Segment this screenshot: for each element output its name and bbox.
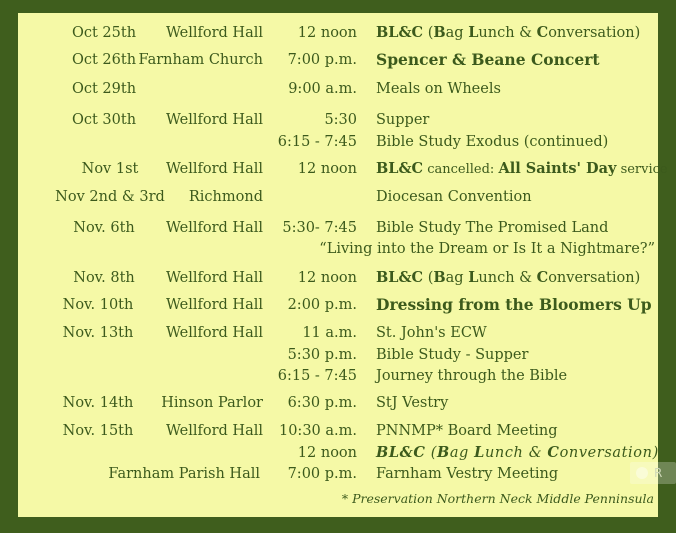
- event-date: Nov. 15th: [62, 423, 134, 439]
- text: (: [425, 445, 437, 461]
- event-date: Nov. 6th: [73, 220, 135, 236]
- event-time: 12 noon: [297, 445, 357, 461]
- event-location: Hinson Parlor: [161, 395, 263, 411]
- event-location: Wellford Hall: [165, 25, 263, 41]
- initial: C: [536, 269, 549, 286]
- text: unch &: [478, 270, 537, 286]
- event-date: Oct 25th: [71, 25, 137, 41]
- event-title: [376, 160, 668, 179]
- text: ): [652, 445, 659, 461]
- circle-icon: [636, 467, 648, 479]
- event-time: 6:15 - 7:45: [277, 134, 357, 150]
- event-location: Farnham Parish Hall: [108, 466, 260, 482]
- text: cancelled:: [423, 162, 499, 177]
- event-time: 12 noon: [297, 270, 357, 286]
- event-title: Journey through the Bible: [376, 368, 568, 384]
- event-date: Nov 1st: [81, 161, 139, 177]
- text: unch &: [478, 25, 537, 41]
- event-title: Meals on Wheels: [376, 81, 501, 97]
- event-title: Bible Study - Supper: [376, 347, 529, 363]
- event-title: StJ Vestry: [376, 395, 449, 411]
- text: (: [423, 25, 434, 41]
- faded-button[interactable]: [630, 462, 676, 484]
- event-location: Farnham Church: [138, 52, 263, 68]
- event-title: [376, 444, 659, 462]
- initial: L: [468, 269, 479, 286]
- text: (: [423, 270, 434, 286]
- event-title: Dressing from the Bloomers Up: [376, 295, 652, 314]
- text: onversation: [559, 445, 653, 461]
- event-time: 5:30 p.m.: [287, 347, 357, 363]
- event-title: Diocesan Convention: [376, 189, 532, 205]
- event-date: Oct 29th: [71, 81, 137, 97]
- event-date: Nov. 10th: [62, 297, 134, 313]
- event-time: 9:00 a.m.: [288, 81, 357, 97]
- initial: L: [474, 444, 485, 461]
- event-date: Oct 30th: [71, 112, 137, 128]
- event-time: 12 noon: [297, 25, 357, 41]
- event-title: Spencer & Beane Concert: [376, 50, 600, 69]
- event-date: Nov. 14th: [62, 395, 134, 411]
- event-time: 6:30 p.m.: [287, 395, 357, 411]
- event-time: 11 a.m.: [302, 325, 357, 341]
- text: onversation: [548, 270, 635, 286]
- holiday: All Saints' Day: [498, 160, 617, 177]
- event-title: Bible Study Exodus (continued): [376, 134, 609, 150]
- initial: C: [547, 444, 560, 461]
- text: ag: [445, 25, 469, 41]
- footnote: * Preservation Northern Neck Middle Penninsula: [341, 491, 654, 506]
- bl-abbr: BL&C: [376, 444, 426, 461]
- event-date: Nov. 8th: [73, 270, 135, 286]
- event-title: [376, 269, 640, 287]
- event-location: Wellford Hall: [165, 220, 263, 236]
- bl-abbr: BL&C: [376, 160, 424, 177]
- event-location: Wellford Hall: [165, 161, 263, 177]
- event-title: Farnham Vestry Meeting: [376, 466, 559, 482]
- event-title: St. John's ECW: [376, 325, 487, 341]
- event-date: Oct 26th: [71, 52, 137, 68]
- event-title: PNNMP* Board Meeting: [376, 423, 558, 439]
- event-title: [376, 24, 640, 42]
- event-date: Nov 2nd & 3rd: [55, 189, 165, 205]
- text: ag: [449, 445, 475, 461]
- event-time: 12 noon: [297, 161, 357, 177]
- faded-button-label: R: [654, 466, 663, 480]
- text: ): [634, 270, 641, 286]
- bl-abbr: BL&C: [376, 269, 424, 286]
- text: onversation: [548, 25, 635, 41]
- bl-abbr: BL&C: [376, 24, 424, 41]
- event-time: 2:00 p.m.: [287, 297, 357, 313]
- text: service: [616, 162, 668, 177]
- initial: L: [468, 24, 479, 41]
- event-location: Wellford Hall: [165, 297, 263, 313]
- event-location: Wellford Hall: [165, 423, 263, 439]
- event-location: Wellford Hall: [165, 112, 263, 128]
- event-time: 7:00 p.m.: [287, 466, 357, 482]
- event-location: Richmond: [188, 189, 263, 205]
- event-location: Wellford Hall: [165, 270, 263, 286]
- event-time: 6:15 - 7:45: [277, 368, 357, 384]
- initial: B: [433, 24, 446, 41]
- event-time: 5:30: [324, 112, 357, 128]
- event-title: Bible Study The Promised Land: [376, 220, 609, 236]
- event-time: 7:00 p.m.: [287, 52, 357, 68]
- text: ): [634, 25, 641, 41]
- event-date: Nov. 13th: [62, 325, 134, 341]
- event-location: Wellford Hall: [165, 325, 263, 341]
- event-time: 5:30- 7:45: [282, 220, 357, 236]
- initial: C: [536, 24, 549, 41]
- event-subtitle: “Living into the Dream or Is It a Nightmare?”: [319, 241, 655, 257]
- text: unch &: [484, 445, 548, 461]
- event-time: 10:30 a.m.: [278, 423, 357, 439]
- initial: B: [436, 444, 450, 461]
- text: ag: [445, 270, 469, 286]
- event-title: Supper: [376, 112, 430, 128]
- initial: B: [433, 269, 446, 286]
